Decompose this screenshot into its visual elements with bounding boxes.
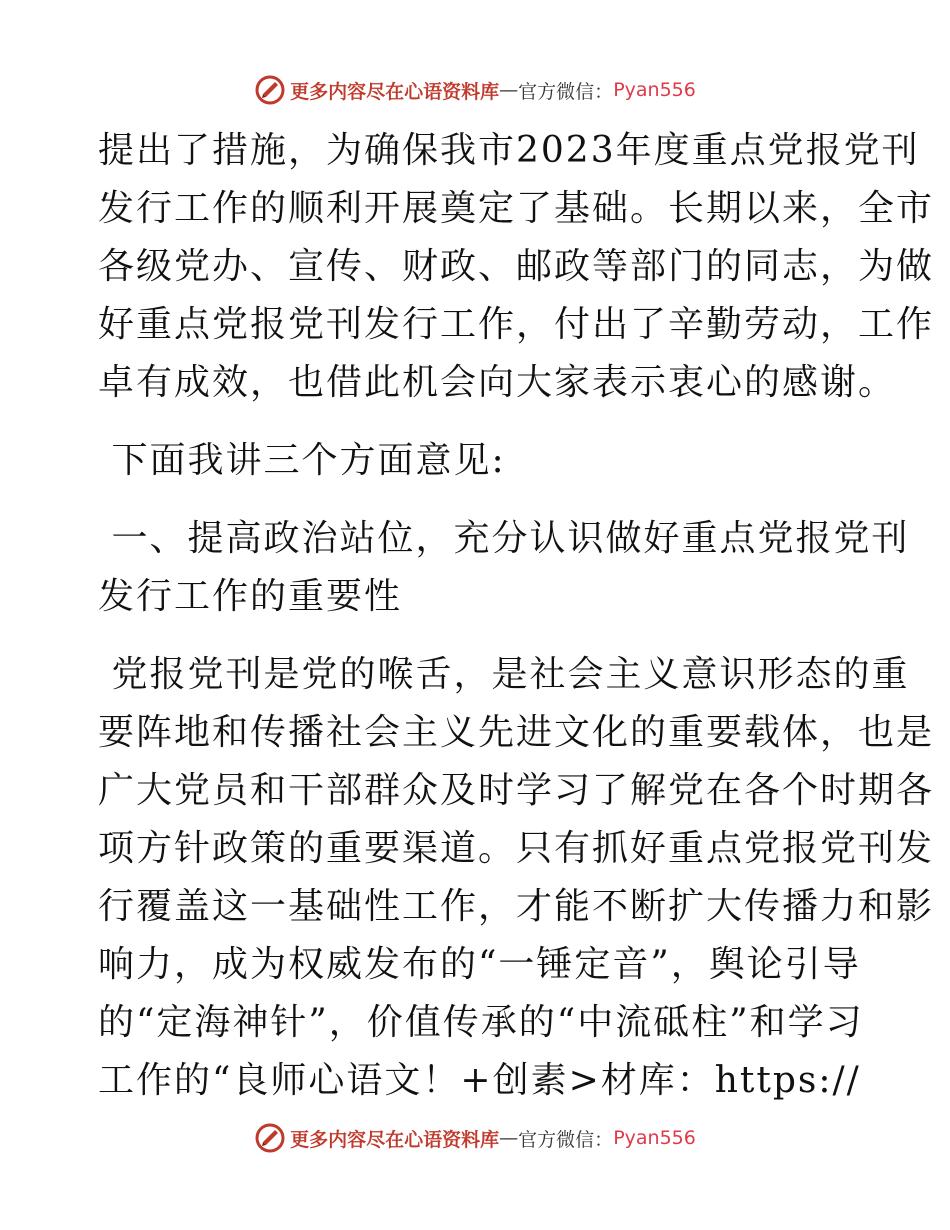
footer-watermark <box>0 1118 950 1158</box>
text-line: 行覆盖这一基础性工作，才能不断扩大传播力和影 <box>98 886 935 927</box>
footer-dash: — <box>499 1127 519 1149</box>
text-line: 党报党刊是党的喉舌，是社会主义意识形态的重 <box>98 654 910 695</box>
paragraph-3 <box>98 646 935 1110</box>
text-line: 卓有成效，也借此机会向大家表示衷心的感谢。 <box>98 362 897 403</box>
footer-text: 更多内容尽在心语资料库 <box>290 1128 500 1151</box>
text-line: 要阵地和传播社会主义先进文化的重要载体，也是 <box>98 712 935 753</box>
section-heading <box>98 510 910 626</box>
header-wechat-id: Pyan556 <box>613 79 696 101</box>
text-line: 响力，成为权威发布的“一锤定音”，舆论引导 <box>98 944 861 985</box>
header-text: 更多内容尽在心语资料库 <box>290 80 500 103</box>
header-dash: — <box>499 79 519 101</box>
paragraph-1 <box>98 122 935 412</box>
document-body <box>98 122 935 1110</box>
text-line: 项方针政策的重要渠道。只有抓好重点党报党刊发 <box>98 828 935 869</box>
text-line: 下面我讲三个方面意见: <box>98 440 506 481</box>
text-line: 提出了措施，为确保我市2023年度重点党报党刊 <box>98 130 920 171</box>
footer-wechat-id: Pyan556 <box>613 1127 696 1149</box>
text-line: 各级党办、宣传、财政、邮政等部门的同志，为做 <box>98 246 935 287</box>
text-line: 工作的“良师心语文！+创素>材库：https:// <box>98 1060 861 1101</box>
heading-line: 一、提高政治站位，充分认识做好重点党报党刊 <box>98 518 910 559</box>
brand-logo-icon <box>254 1122 286 1154</box>
paragraph-2 <box>98 432 858 490</box>
brand-logo-icon <box>254 74 286 106</box>
header-watermark <box>0 70 950 110</box>
text-line: 的“定海神针”，价值传承的“中流砥柱”和学习 <box>98 1002 864 1043</box>
heading-line: 发行工作的重要性 <box>98 576 403 617</box>
footer-wechat-label: 官方微信： <box>518 1128 614 1151</box>
text-line: 好重点党报党刊发行工作，付出了辛勤劳动，工作 <box>98 304 935 345</box>
text-line: 广大党员和干部群众及时学习了解党在各个时期各 <box>98 770 935 811</box>
header-wechat-label: 官方微信： <box>518 80 614 103</box>
text-line: 发行工作的顺利开展奠定了基础。长期以来，全市 <box>98 188 935 229</box>
